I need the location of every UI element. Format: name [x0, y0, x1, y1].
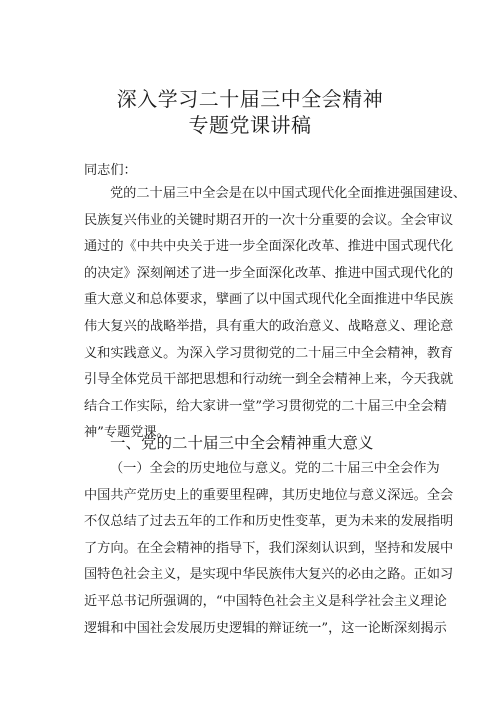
paragraph-line: 近平总书记所强调的，“中国特色社会主义是科学社会主义理论 [84, 593, 447, 609]
document-title-line2: 专题党课讲稿 [188, 113, 312, 137]
paragraph-line: 中国共产党历史上的重要里程碑，其历史地位与意义深远。全会 [84, 487, 454, 503]
paragraph-line: 逻辑和中国社会发展历史逻辑的辩证统一”，这一论断深刻揭示 [84, 620, 447, 636]
paragraph-line: 引导全体党员干部把思想和行动统一到全会精神上来，今天我就 [84, 372, 454, 388]
document-title-line1: 深入学习二十届三中全会精神 [116, 87, 384, 111]
paragraph-section1 [84, 456, 454, 642]
paragraph-line: 伟大复兴的战略举措，具有重大的政治意义、战略意义、理论意 [84, 318, 454, 334]
paragraph-line: 了方向。在全会精神的指导下，我们深刻认识到，坚持和发展中 [84, 540, 454, 556]
paragraph-line: 民族复兴伟业的关键时期召开的一次十分重要的会议。全会审议 [84, 212, 454, 228]
paragraph-line: （一）全会的历史地位与意义。党的二十届三中全会作为 [110, 461, 440, 476]
paragraph-line: 党的二十届三中全会是在以中国式现代化全面推进强国建设、 [110, 186, 467, 201]
section-heading: 一、党的二十届三中全会精神重大意义 [110, 434, 374, 452]
paragraph-line: 不仅总结了过去五年的工作和历史性变革，更为未来的发展指明 [84, 514, 454, 530]
paragraph-line: 国特色社会主义，是实现中华民族伟大复兴的必由之路。正如习 [84, 567, 454, 583]
paragraph-line: 的决定》深刻阐述了进一步全面深化改革、推进中国式现代化的 [84, 265, 454, 281]
paragraph-line: 重大意义和总体要求，擘画了以中国式现代化全面推进中华民族 [84, 292, 454, 308]
paragraph-line: 义和实践意义。为深入学习贯彻党的二十届三中全会精神，教育 [84, 345, 454, 361]
paragraph-intro [84, 181, 467, 447]
paragraph-line: 通过的《中共中央关于进一步全面深化改革、推进中国式现代化 [84, 239, 454, 255]
paragraph-line: 结合工作实际，给大家讲一堂”学习贯彻党的二十届三中全会精 [84, 398, 447, 414]
paragraph-line: 神”专题党课。 [84, 425, 170, 441]
greeting: 同志们： [84, 163, 137, 178]
